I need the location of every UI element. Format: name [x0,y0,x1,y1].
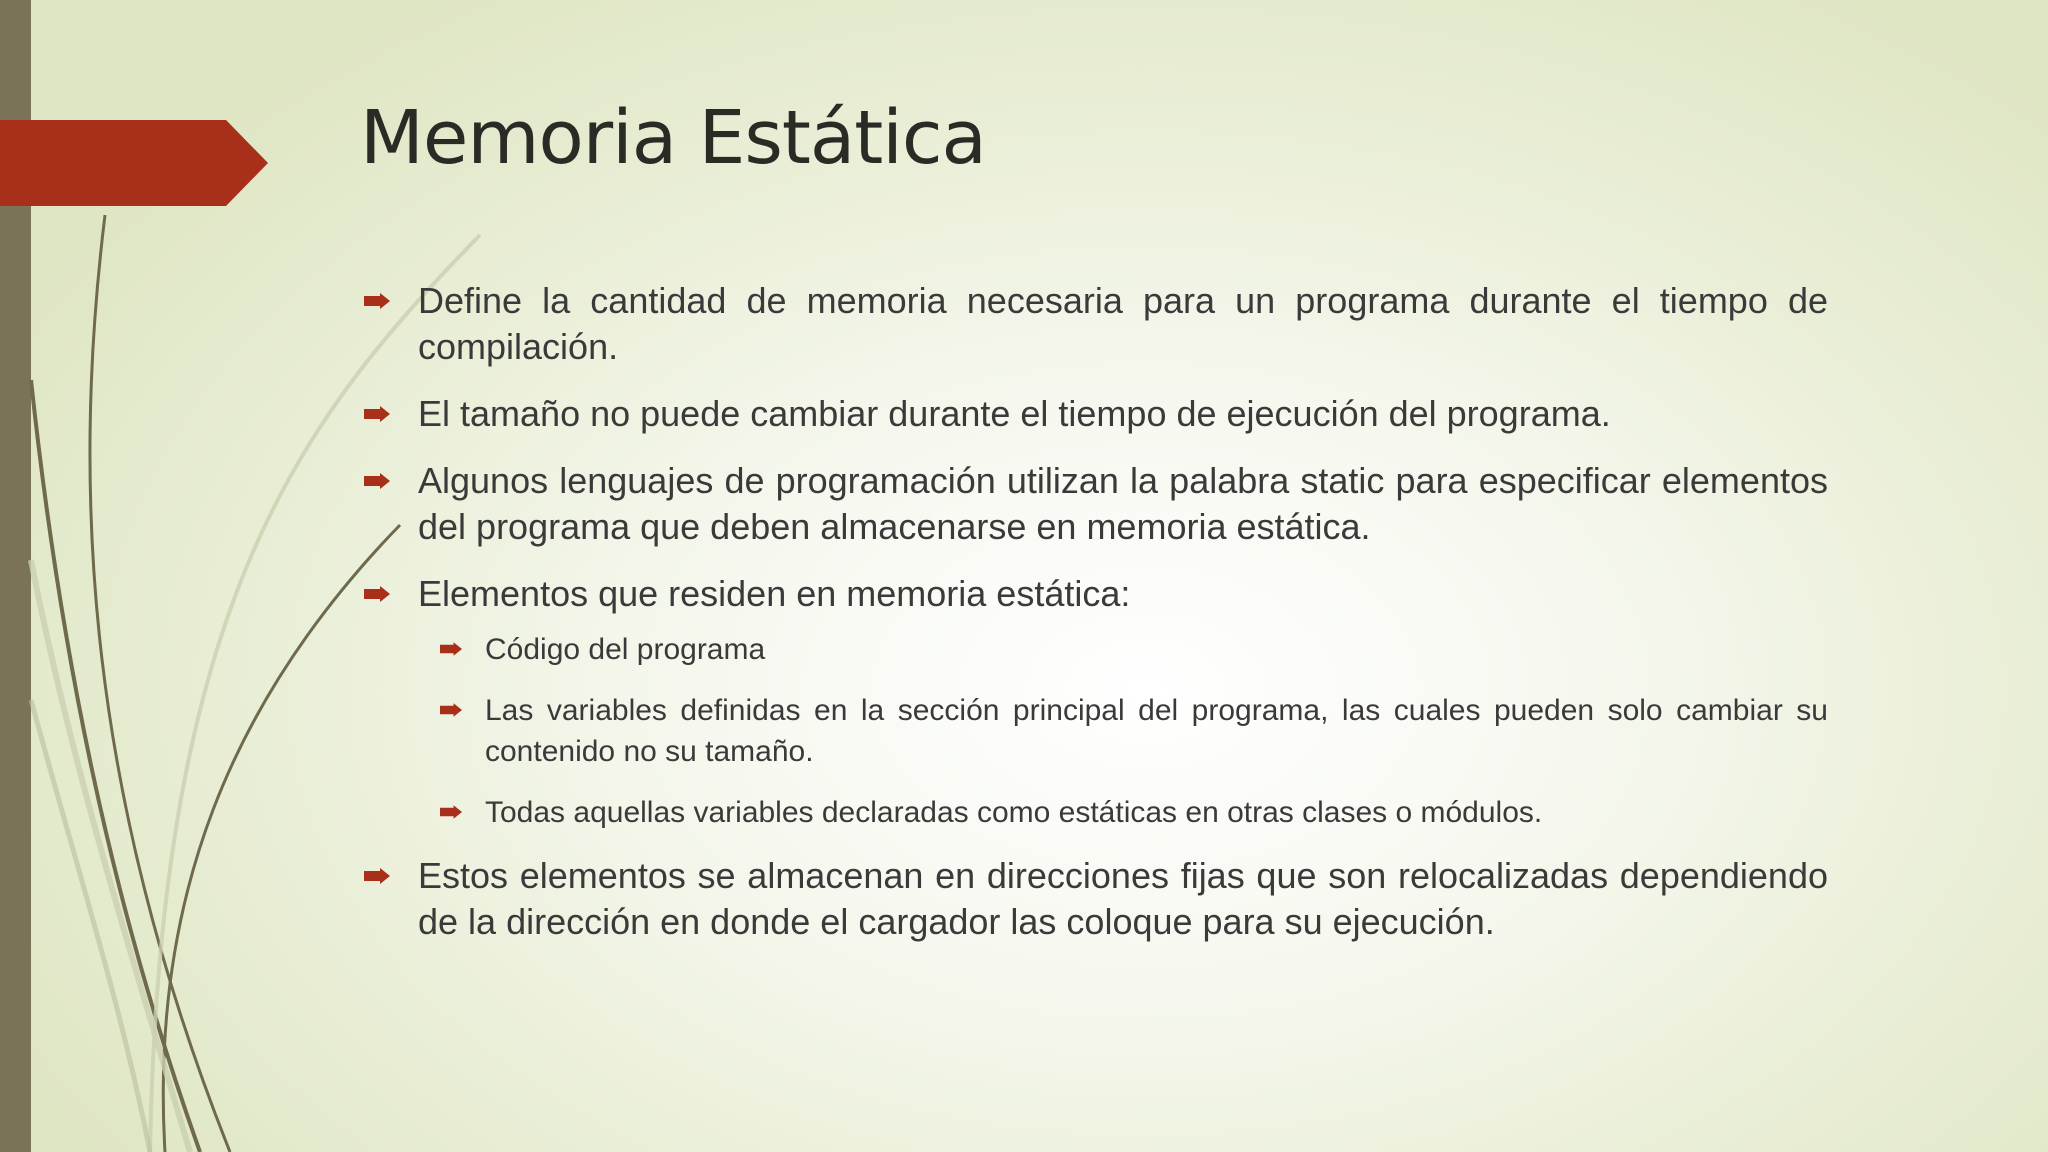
bullet-item [360,278,1828,370]
bullet-item [360,853,1828,945]
bullet-item [360,458,1828,550]
sub-bullet-item [360,690,1828,772]
bullet-text: El tamaño no puede cambiar durante el tiempo de ejecución del programa. [418,393,1611,434]
sub-bullet-text: Código del programa [485,633,766,666]
slide-title: Memoria Estática [360,95,986,181]
arrow-bullet-icon [440,703,462,717]
title-accent-flag [0,120,270,206]
arrow-bullet-icon [364,406,390,422]
bullet-text: Elementos que residen en memoria estática: [418,573,1131,614]
sub-bullet-item [360,792,1828,833]
arrow-bullet-icon [364,586,390,602]
sub-bullet-text: Todas aquellas variables declaradas como estáticas en otras clases o módulos. [485,796,1543,829]
sub-bullet-text: Las variables definidas en la sección principal del programa, las cuales pueden solo cambiar su contenido no su tamaño. [485,694,1828,768]
bullet-text: Estos elementos se almacenan en direcciones fijas que son relocalizadas dependiendo de la dirección en donde el cargador las coloque para su ejecución. [418,855,1828,942]
arrow-bullet-icon [440,805,462,819]
arrow-bullet-icon [440,642,462,656]
bullet-list [360,278,1828,966]
bullet-text: Define la cantidad de memoria necesaria para un programa durante el tiempo de compilación. [418,280,1828,367]
arrow-bullet-icon [364,293,390,309]
bullet-text: Algunos lenguajes de programación utilizan la palabra static para especificar elementos del programa que deben almacenarse en memoria estática. [418,460,1828,547]
arrow-bullet-icon [364,473,390,489]
bullet-item [360,571,1828,617]
sub-bullet-item [360,629,1828,670]
arrow-bullet-icon [364,868,390,884]
bullet-item [360,391,1828,437]
